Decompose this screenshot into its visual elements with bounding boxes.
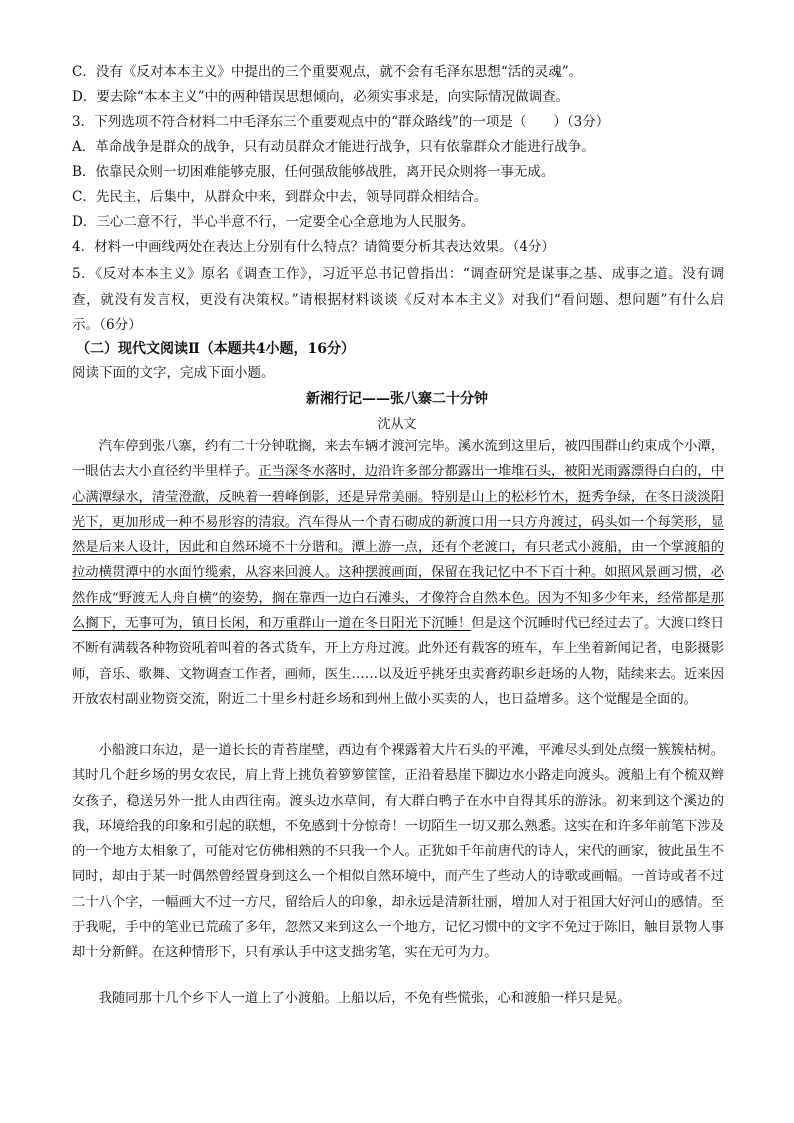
option-b-q3: B．依靠民众则一切困难能够克服，任何强敌能够战胜，离开民众则将一事无成。	[72, 164, 555, 180]
underlined-passage: 正当深冬水落时，边沿许多部分都露出一堆堆石头，被阳光雨露漂得白白的，中心满潭绿水，清莹澄澈，反映着一碧峰倒影，还是异常美丽。特别是山上的松杉竹木，挺秀争绿，在冬日淡淡阳光下，更加形成一种不易形容的清寂。汽车得从一个青石砌成的新渡口用一只方舟渡过，码头如一个每笑形，显然是后来人设计，因此和自然环境不十分谐和。潭上游一点，还有个老渡口，有只老式小渡船，由一个掌渡船的拉动横贯潭中的水面竹缆索，从容来回渡人。这种摆渡画面，保留在我记忆中不下百十种。如照风景画习惯，必然作成“野渡无人舟自横”的姿势，搁在靠西一边白石滩头，才像符合自然本色。因为不知多少年来，经常都是那么搁下，无事可为，镇日长闲，和万重群山一道在冬日阳光下沉睡！	[72, 464, 725, 632]
paragraph-1-closing: 但是这个沉睡时代已经过去了。大渡口终日不断有满载各种物资吼着叫着的各式货车，开上方舟过渡。此外还有载客的班车，车上坐着新闻记者，电影摄影师，音乐、歌舞、文物调查工作者，画师，医生……以及近乎挑牙虫卖膏药职乡赶场的人物，陆续来去。近来因开放农村副业物资交流，附近二十里乡村赶乡场和到州上做小买卖的人，也日益增多。这个觉醒是全面的。	[72, 616, 725, 707]
option-d-q3: D．三心二意不行，半心半意不行，一定要全心全意地为人民服务。	[72, 214, 475, 230]
option-c-q3: C．先民主，后集中，从群众中来，到群众中去，领导同群众相结合。	[72, 189, 488, 205]
essay-paragraph-2: 小船渡口东边，是一道长长的青苔崖壁，西边有个裸露着大片石头的平滩，平滩尽头到处点缀一簇簇枯树。其时几个赶乡场的男女农民，肩上背上挑负着箩箩筐筐，正沿着悬崖下脚边水小路走向渡头。渡船上有个梳双辫女孩子，稳送另外一批人由西往南。渡头边水草间，有大群白鸭子在水中自得其乐的游泳。初来到这个溪边的我，环境给我的印象和引起的联想，不免感到十分惊奇！一切陌生一切又那么熟悉。这实在和许多年前笔下涉及的一个地方太相象了，可能对它仿佛相熟的不只我一个人。正犹如千年前唐代的诗人，宋代的画家，彼此虽生不同时，却由于某一时偶然曾经置身到这么一个相似自然环境中，而产生了些动人的诗歌或画幅。一首诗或者不过二十八个字，一幅画大不过一方尺，留给后人的印象，却永远是清新壮丽，增加人对于祖国大好河山的感情。至于我呢，手中的笔业已荒疏了多年，忽然又来到这么一个地方，记忆习惯中的文字不免过于陈旧，触目景物人事却十分新鲜。在这种情形下，只有承认手中这支拙劣笔，实在无可为力。	[72, 743, 724, 961]
option-a-q3: A．革命战争是群众的战争，只有动员群众才能进行战争，只有依靠群众才能进行战争。	[72, 139, 595, 155]
option-c-q2: C．没有《反对本本主义》中提出的三个重要观点，就不会有毛泽东思想“活的灵魂”。	[72, 64, 583, 80]
option-d-q2: D．要去除“本本主义”中的两种错误思想倾向，必须实事求是，向实际情况做调查。	[72, 89, 570, 105]
section-instruction: 阅读下面的文字，完成下面小题。	[72, 365, 275, 381]
section-heading: （二）现代文阅读Ⅱ（本题共4小题，16分）	[76, 341, 356, 357]
essay-author: 沈从文	[377, 417, 417, 432]
question-4: 4．材料一中画线两处在表达上分别有什么特点？请简要分析其表达效果。（4分）	[72, 239, 555, 255]
question-5: 5．《反对本本主义》原名《调查工作》，习近平总书记曾指出：“调查研究是谋事之基、成事之道。没有调查，就没有发言权，更没有决策权。”请根据材料谈谈《反对本本主义》对我们“看问题、想问题”有什么启示。（6分）	[72, 266, 724, 333]
essay-paragraph-1	[72, 434, 724, 712]
paragraph-1-opening: 汽车停到张八寨，约有二十分钟耽搁，来去车辆才渡河完毕。溪水流到这里后，被四围群山约束成个小潭，一眼估去大小直径约半里样子。	[72, 439, 724, 480]
essay-paragraph-3: 我随同那十几个乡下人一道上了小渡船。上船以后，不免有些慌张，心和渡船一样只是晃。	[98, 991, 631, 1006]
question-3: 3．下列选项不符合材料二中毛泽东三个重要观点中的“群众路线”的一项是（ ）（3分）	[72, 114, 610, 130]
essay-title: 新湘行记——张八寨二十分钟	[306, 391, 488, 407]
